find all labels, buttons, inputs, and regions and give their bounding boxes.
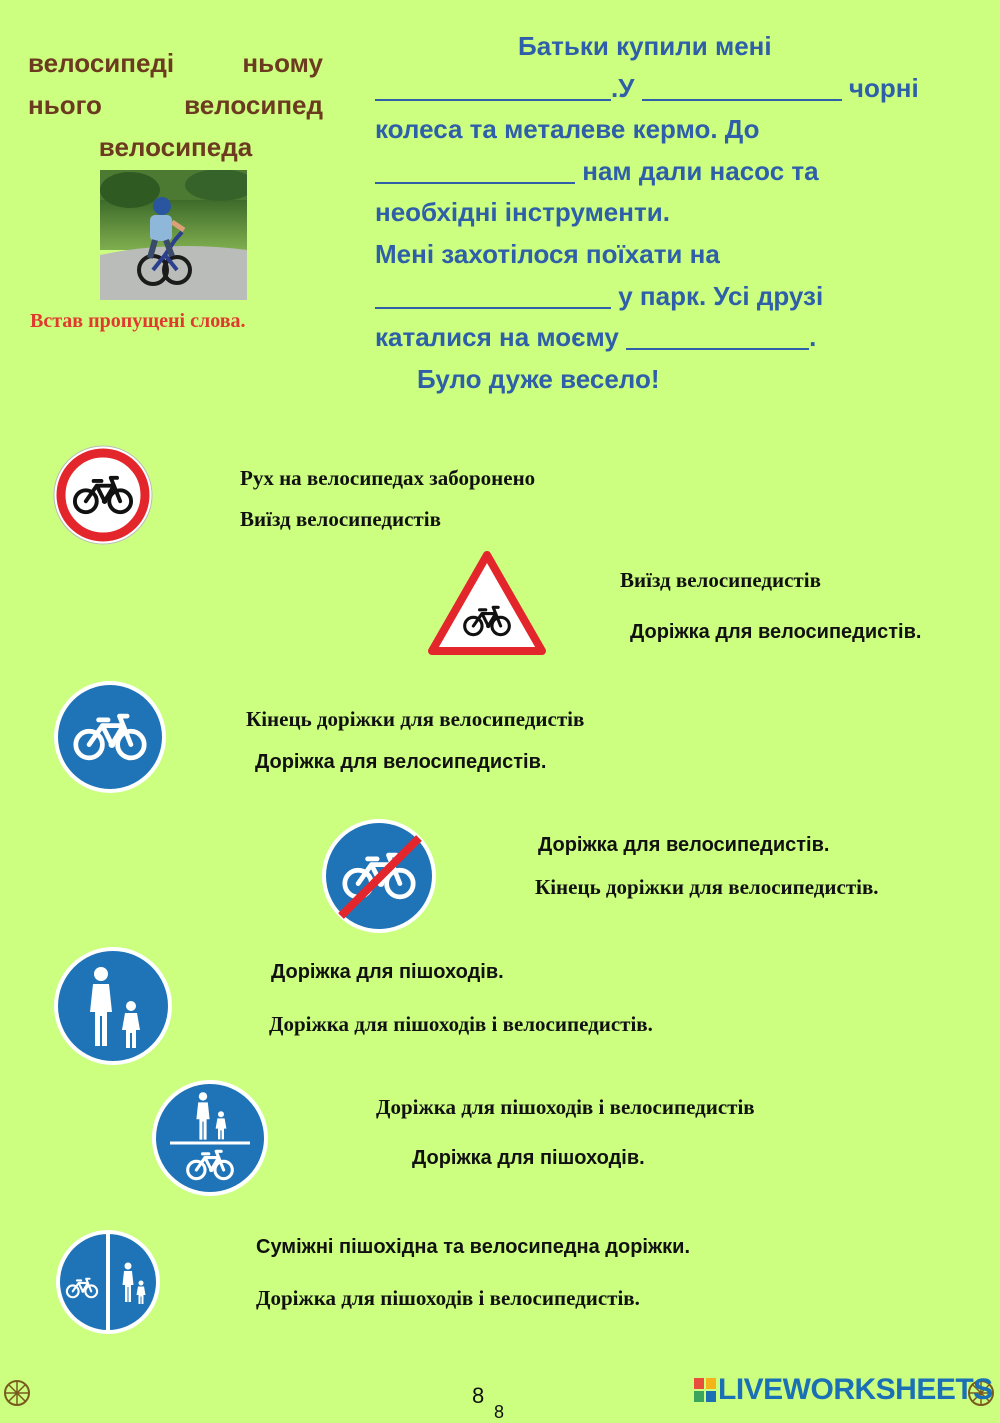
blank-2[interactable] [642, 73, 842, 101]
liveworksheets-logo: LIVEWORKSHEETS [718, 1373, 993, 1406]
shared-path-sign [150, 1078, 270, 1203]
blank-3[interactable] [375, 156, 575, 184]
option-text[interactable]: Виїзд велосипедистів [620, 568, 821, 592]
option-text[interactable]: Рух на велосипедах заборонено [240, 466, 536, 490]
no-bicycles-sign [52, 444, 154, 551]
blank-4[interactable] [375, 281, 611, 309]
option-text[interactable]: Суміжні пішохідна та велосипедна доріжки. [256, 1236, 691, 1258]
story-fragment: каталися на моєму [375, 322, 619, 353]
word-bank-line-2: нього велосипед [28, 90, 323, 120]
story-line-8 [375, 317, 975, 359]
story-fragment: нам дали насос та [582, 155, 819, 186]
adjacent-paths-sign [54, 1228, 162, 1341]
page-number-secondary: 8 [494, 1402, 505, 1422]
cyclists-crossing-sign [428, 551, 546, 660]
story-fragment: . [809, 322, 817, 353]
story-fragment: у парк. Усі друзі [618, 280, 824, 311]
blank-1[interactable] [375, 73, 611, 101]
story-line-1: Батьки купили мені [518, 31, 772, 61]
option-text[interactable]: Доріжка для велосипедистів. [255, 751, 547, 773]
story-line-7 [375, 276, 975, 318]
option-text[interactable]: Кінець доріжки для велосипедистів. [535, 875, 879, 899]
blank-5[interactable] [626, 322, 809, 350]
story-fragment: .У [611, 72, 635, 103]
story-line-3: колеса та металеве кермо. До [375, 114, 760, 145]
option-text[interactable]: Доріжка для пішоходів і велосипедистів. [256, 1286, 640, 1310]
story-line-2 [375, 68, 975, 110]
wheel-icon [2, 1378, 32, 1413]
story-line-6: Мені захотілося поїхати на [375, 238, 720, 269]
option-text[interactable]: Доріжка для пішоходів і велосипедистів [376, 1095, 755, 1119]
word-bank [28, 42, 323, 168]
story-line-9: Було дуже весело! [417, 363, 660, 394]
boy-on-bicycle-photo [100, 170, 247, 300]
option-text[interactable]: Кінець доріжки для велосипедистів [246, 707, 585, 731]
option-text[interactable]: Доріжка для пішоходів. [271, 961, 504, 983]
option-text[interactable]: Виїзд велосипедистів [240, 507, 441, 531]
liveworksheets-logo-icon [694, 1378, 716, 1402]
option-text[interactable]: Доріжка для велосипедистів. [538, 834, 830, 856]
story-text [375, 26, 975, 400]
story-fragment: чорні [848, 72, 919, 103]
page-number: 8 [472, 1383, 485, 1408]
story-line-4 [375, 151, 975, 193]
instruction-text: Встав пропущені слова. [30, 310, 246, 332]
end-bicycle-path-sign [320, 817, 438, 940]
story-line-5: необхідні інструменти. [375, 197, 670, 228]
word-bank-line-3: велосипеда [98, 132, 253, 162]
pedestrian-path-sign [52, 945, 174, 1072]
option-text[interactable]: Доріжка для пішоходів. [412, 1147, 645, 1169]
option-text[interactable]: Доріжка для велосипедистів. [630, 621, 922, 643]
word-bank-line-1: велосипеді ньому [28, 48, 323, 78]
option-text[interactable]: Доріжка для пішоходів і велосипедистів. [269, 1012, 653, 1036]
bicycle-path-sign [52, 679, 168, 800]
